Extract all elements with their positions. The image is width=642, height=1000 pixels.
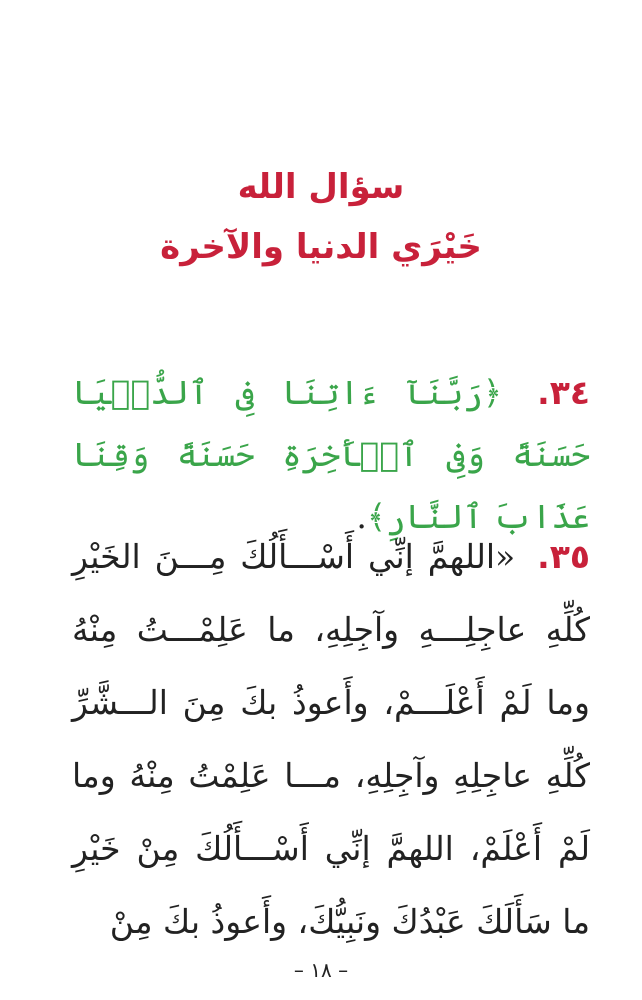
quran-verse: ﴿رَبَّنَآ ءَاتِنَا فِى ٱلدُّنۡيَا حَسَنَةً وَفِى ٱلۡأَخِرَةِ حَسَنَةً وَقِنَا عَذَابَ ٱلنَّارِ﴾ (72, 373, 590, 536)
page-title-line-1: سؤال الله (237, 167, 405, 207)
entry-end-mark: . (356, 497, 367, 536)
hadith-text: «اللهمَّ إنِّي أَسْـــأَلُكَ مِـــنَ الخَيْرِ كُلِّهِ عاجِلِـــهِ وآجِلِهِ، ما عَلِمْـــتُ مِنْهُ وما لَمْ أَعْلَـــمْ، وأَعوذُ بكَ مِنَ الـــشَّرِّ كُلِّهِ عاجِلِهِ وآجِلِهِ، مـــا عَلِمْتُ مِنْهُ وما لَمْ أَعْلَمْ، اللهمَّ إنِّي أَسْـــأَلُكَ مِنْ خَيْرِ ما سَأَلَكَ عَبْدُكَ ونَبِيُّكَ، وأَعوذُ بكَ مِنْ (72, 537, 590, 941)
page-number: – ١٨ – (293, 958, 349, 982)
entry-number: ٣٥. (537, 537, 590, 576)
entry-number: ٣٤. (537, 373, 590, 412)
entry-35 (72, 520, 590, 958)
page-title-line-2: خَيْرَي الدنيا والآخرة (160, 227, 482, 267)
